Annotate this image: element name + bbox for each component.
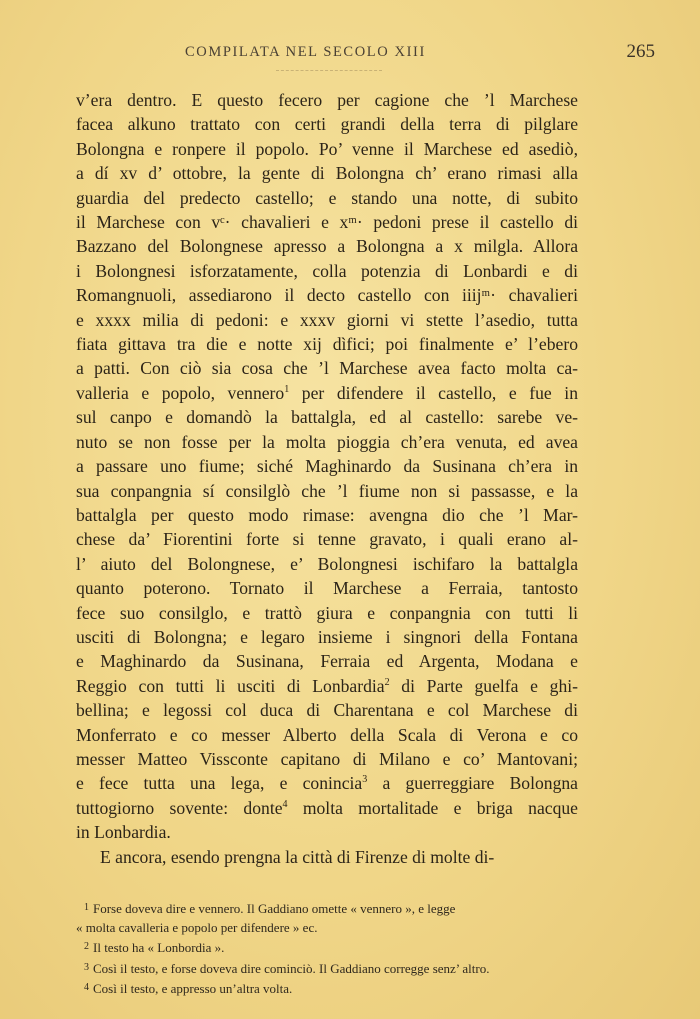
text-line: a dí xv d’ ottobre, la gente di Bolongna ch’ erano rimasi alla <box>76 163 578 184</box>
footnote-mark[interactable]: 4 <box>282 798 288 810</box>
text-segment: e fece tutta una lega, e conincia <box>76 773 363 794</box>
footnote-text: Così il testo, e appresso un’altra volta. <box>93 980 293 996</box>
text-line: quanto poterono. Tornato il Marchese a Ferraia, tantosto <box>76 578 578 599</box>
text-line: a passare uno fiume; siché Maghinardo da Susinana ch’era in <box>76 456 578 477</box>
text-line: Monferrato e co messer Alberto della Scala di Verona e co <box>76 724 578 745</box>
footnote-number: 3 <box>84 961 89 973</box>
text-line: i Bolongnesi isforzatamente, colla potenzia di Lonbardi e di <box>76 260 578 281</box>
text-line: sul canpo e domandò la battalgla, ed al castello: sarebe ve- <box>76 407 578 428</box>
text-line <box>76 381 578 405</box>
footnote-text: Forse doveva dire e vennero. Il Gaddiano omette « vennero », e legge <box>93 901 456 916</box>
footnote-2 <box>76 937 578 957</box>
text-segment: per difendere il castello, e fue in <box>301 382 578 403</box>
text-segment: a guerreggiare Bolongna <box>382 773 578 794</box>
text-line: Bazzano del Bolongnese apresso a Bolongna a x milgla. Allora <box>76 236 578 257</box>
footnote-3 <box>76 958 578 978</box>
text-line <box>76 796 578 820</box>
paragraph-start-line: E ancora, esendo prengna la città di Firenze di molte di- <box>100 846 495 867</box>
text-line: il Marchese con vᶜ· chavalieri e xᵐ· pedoni prese il castello di <box>76 212 578 233</box>
footnote-number: 4 <box>84 981 89 993</box>
text-segment: di Parte guelfa e ghi- <box>401 675 578 696</box>
main-text <box>76 88 578 869</box>
text-line: usciti di Bolongna; e legaro insieme i singnori della Fontana <box>76 626 578 647</box>
text-line: Bolongna e ronpere il popolo. Po’ venne il Marchese ed asediò, <box>76 138 578 159</box>
footnote-mark[interactable]: 3 <box>362 774 368 786</box>
running-title: COMPILATA NEL SECOLO XIII <box>185 44 426 60</box>
page-number: 265 <box>626 41 655 62</box>
text-line <box>76 674 578 698</box>
text-line: nuto se non fosse per la molta pioggia ch’era venuta, ed avea <box>76 431 578 452</box>
text-line: Romangnuoli, assediarono il decto castello con iiijᵐ· chavalieri <box>76 285 578 306</box>
footnote-mark[interactable]: 1 <box>284 383 290 395</box>
header-rule <box>276 70 382 71</box>
text-segment: valleria e popolo, vennero <box>76 382 285 403</box>
footnotes <box>76 898 578 998</box>
text-line: fece suo consilglo, e trattò giura e conpangnia con tutti li <box>76 602 578 623</box>
text-line: v’era dentro. E questo fecero per cagione che ’l Marchese <box>76 90 578 110</box>
text-line: sua conpangnia sí consilglò che ’l fiume non si passasse, e la <box>76 480 578 501</box>
text-line: bellina; e legossi col duca di Charentana e col Marchese di <box>76 700 578 721</box>
footnote-text: Il testo ha « Lonbordia ». <box>93 940 225 956</box>
text-segment: molta mortalitade e briga nacque <box>302 797 578 818</box>
text-line <box>76 771 578 795</box>
text-line: fiata gittava tra die e notte xij dìfici; poi finalmente e’ l’ebero <box>76 334 578 355</box>
text-line: e Maghinardo da Susinana, Ferraia ed Argenta, Modana e <box>76 651 578 672</box>
text-line: e xxxx milia di pedoni: e xxxv giorni vi stette l’asedio, tutta <box>76 309 578 330</box>
footnote-4 <box>76 978 578 998</box>
footnote-1-continued <box>76 918 578 937</box>
footnote-number: 1 <box>84 902 89 913</box>
text-segment: Reggio con tutti li usciti di Lonbardia <box>76 675 385 696</box>
footnote-text: Così il testo, e forse doveva dire cominciò. Il Gaddiano corregge senz’ altro. <box>93 960 490 976</box>
text-line: guardia del predecto castello; e stando una notte, di subito <box>76 187 578 208</box>
text-line: a patti. Con ciò sia cosa che ’l Marchese avea facto molta ca- <box>76 358 578 379</box>
text-segment: tuttogiorno sovente: donte <box>76 797 283 818</box>
footnote-1 <box>76 898 578 918</box>
text-line: battalgla per questo modo rimase: avengna dio che ’l Mar- <box>76 504 578 525</box>
text-line: chese da’ Fiorentini forte si tenne gravato, i quali erano al- <box>76 529 578 550</box>
text-line: l’ aiuto del Bolongnese, e’ Bolongnesi ischifaro la battalgla <box>76 553 578 574</box>
text-line: messer Matteo Vissconte capitano di Milano e co’ Mantovani; <box>76 748 578 769</box>
footnote-text: « molta cavalleria e popolo per difendere » ec. <box>76 920 318 936</box>
footnote-number: 2 <box>84 941 89 953</box>
page-header <box>0 41 700 68</box>
footnote-mark[interactable]: 2 <box>384 676 390 688</box>
text-line: facea alkuno trattato con certi grandi della terra di pilglare <box>76 114 578 135</box>
text-line: in Lonbardia. <box>76 822 171 843</box>
